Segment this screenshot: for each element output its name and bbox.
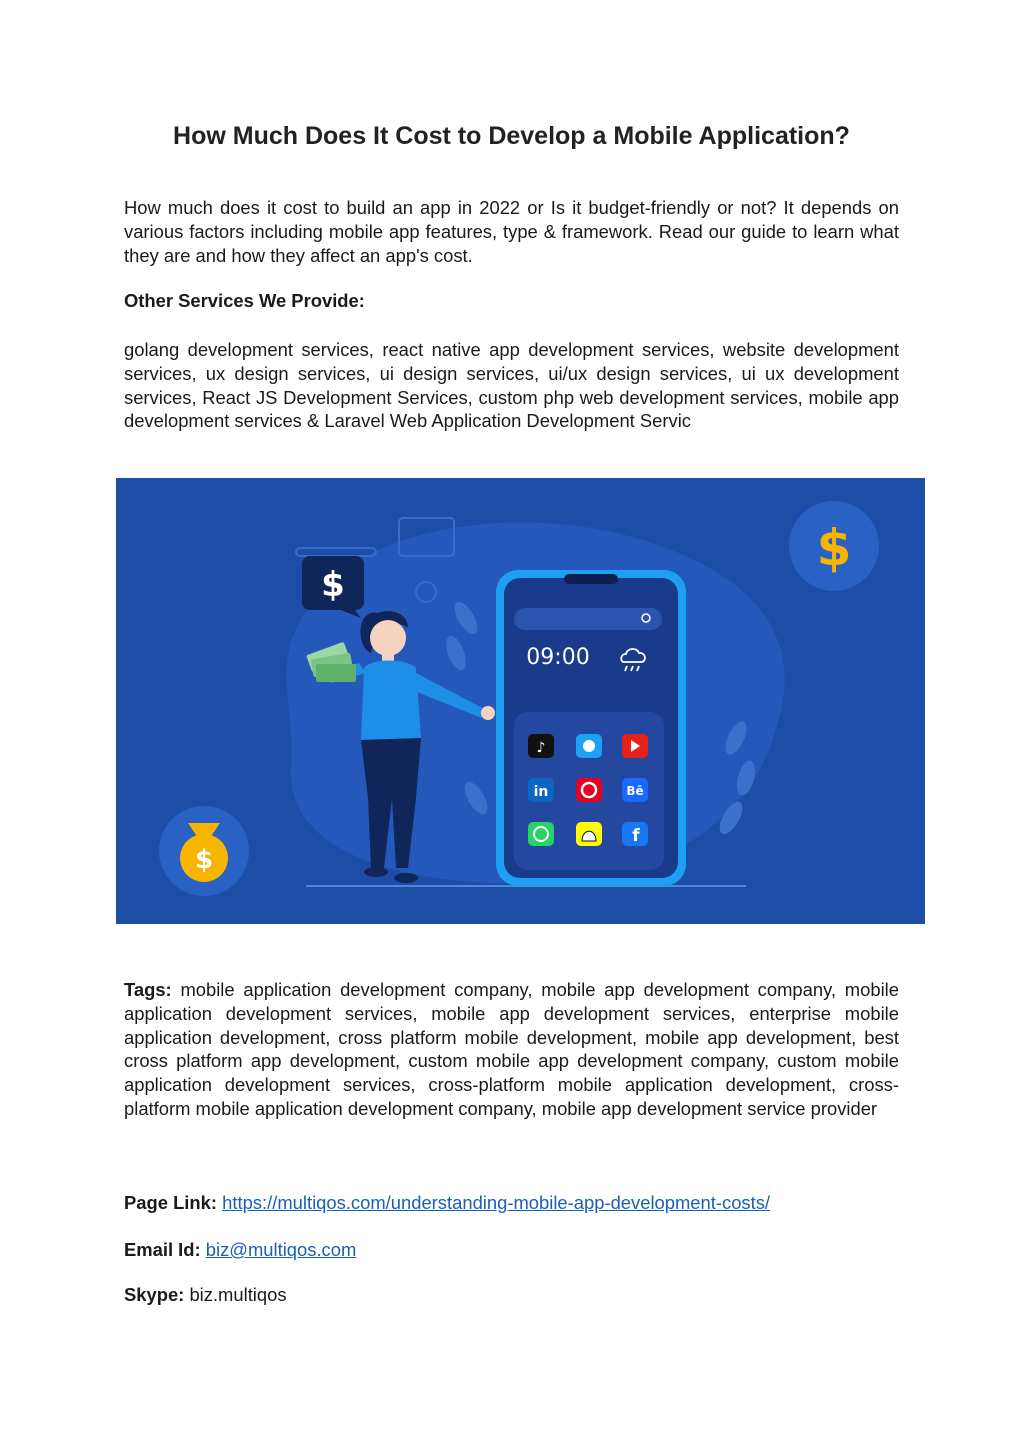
phone-clock: 09:00	[526, 645, 590, 670]
youtube-icon	[622, 734, 648, 758]
money-bag-icon	[159, 806, 249, 896]
skype-id: biz.multiqos	[189, 1284, 287, 1305]
speech-bubble-icon	[302, 556, 364, 618]
tiktok-icon	[528, 734, 554, 758]
svg-text:f: f	[632, 826, 640, 846]
facebook-icon	[622, 822, 648, 846]
tags-paragraph	[124, 978, 899, 1121]
skype-row	[124, 1284, 287, 1306]
app-cost-illustration	[116, 478, 925, 924]
services-heading: Other Services We Provide:	[124, 290, 365, 311]
pinterest-icon	[576, 778, 602, 802]
linkedin-icon	[528, 778, 554, 802]
dollar-coin-icon	[789, 501, 879, 591]
skype-label: Skype:	[124, 1284, 185, 1305]
app-icon-grid	[528, 734, 648, 846]
email-row	[124, 1239, 356, 1261]
snapchat-icon	[576, 822, 602, 846]
svg-text:Bē: Bē	[626, 784, 644, 798]
illustration-svg	[116, 478, 925, 924]
page-link[interactable]: https://multiqos.com/understanding-mobile-app-development-costs/	[222, 1192, 771, 1213]
behance-icon	[622, 778, 648, 802]
twitter-icon	[576, 734, 602, 758]
page-link-label: Page Link:	[124, 1192, 217, 1213]
svg-text:♪: ♪	[536, 740, 546, 756]
tags-label: Tags:	[124, 979, 172, 1000]
svg-text:$: $	[194, 845, 214, 875]
svg-text:in: in	[533, 784, 549, 800]
page-link-row	[124, 1192, 770, 1214]
whatsapp-icon	[528, 822, 554, 846]
email-label: Email Id:	[124, 1239, 201, 1260]
email-link[interactable]: biz@multiqos.com	[205, 1239, 357, 1260]
intro-paragraph: How much does it cost to build an app in 2022 or Is it budget-friendly or not? It depends on various factors including mobile app features, type & framework. Read our guide to learn what they are and how they affect an app's cost.	[124, 197, 899, 266]
svg-text:$: $	[816, 519, 852, 577]
tags-text: mobile application development company, mobile app development company, mobile application development services, mobile app development services, enterprise mobile application development, cross platform mobile development, mobile app development, best cross platform app development, custom mobile app development company, custom mobile application development services, cross-platform mobile application development, cross-platform mobile application development company, mobile app development service provider	[124, 979, 899, 1119]
page-title: How Much Does It Cost to Develop a Mobile Application?	[173, 122, 850, 150]
svg-text:$: $	[321, 565, 345, 605]
services-paragraph: golang development services, react native app development services, website development services, ux design services, ui design services, ui/ux design services, ui ux development services, React JS Development Services, custom php web development services, mobile app development services & Laravel Web Application Development Servic	[124, 339, 899, 432]
